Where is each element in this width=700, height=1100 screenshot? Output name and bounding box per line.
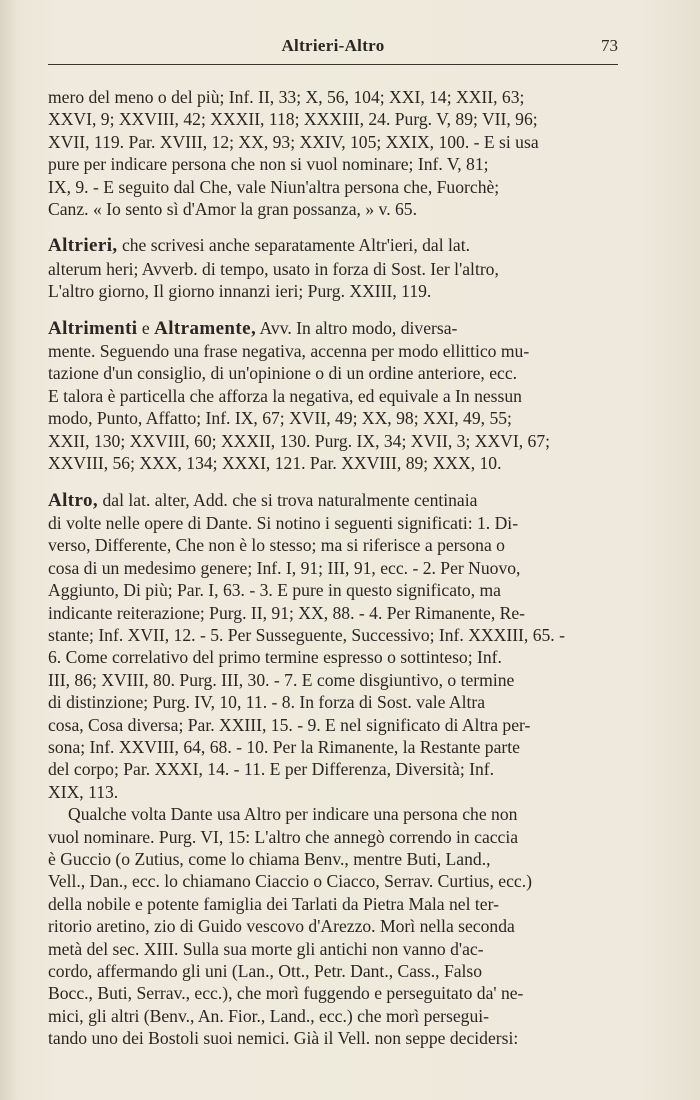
entry-altrieri (48, 234, 618, 302)
entry-qualche (48, 803, 618, 1049)
text-line: della nobile e potente famiglia dei Tarlati da Pietra Mala nel ter- (48, 893, 499, 914)
text-line: indicante reiterazione; Purg. II, 91; XX, 88. - 4. Per Rimanente, Re- (48, 602, 526, 623)
text-line: XXII, 130; XXVIII, 60; XXXII, 130. Purg. IX, 34; XVII, 3; XXVI, 67; (48, 430, 551, 451)
text-line: metà del sec. XIII. Sulla sua morte gli antichi non vanno d'ac- (48, 938, 484, 959)
text-line: Aggiunto, Di più; Par. I, 63. - 3. E pure in questo significato, ma (48, 580, 501, 601)
text-line: Canz. « Io sento sì d'Amor la gran possanza, » v. 65. (48, 199, 417, 220)
text-line: del corpo; Par. XXXI, 14. - 11. E per Differenza, Diversità; Inf. (48, 759, 495, 780)
header-rule (48, 64, 618, 65)
text-line: alterum heri; Avverb. di tempo, usato in forza di Sost. Ier l'altro, (48, 258, 499, 279)
page-number: 73 (601, 36, 618, 55)
headword: Altrimenti (48, 317, 138, 339)
text-line: mici, gli altri (Benv., An. Fior., Land., ecc.) che morì persegui- (48, 1005, 490, 1026)
text-line: è Guccio (o Zutius, come lo chiama Benv., mentre Buti, Land., (48, 849, 491, 869)
text-line: Avv. In altro modo, diversa- (256, 317, 458, 338)
text-line: di distinzione; Purg. IV, 10, 11. - 8. In forza di Sost. vale Altra (48, 692, 486, 713)
text-line: verso, Differente, Che non è lo stesso; ma si riferisce a persona o (48, 535, 505, 556)
headword-secondary: Altramente, (154, 317, 257, 339)
text-line: cosa di un medesimo genere; Inf. I, 91; III, 91, ecc. - 2. Per Nuovo, (48, 557, 521, 578)
text-line: mente. Seguendo una frase negativa, accenna per modo ellittico mu- (48, 341, 530, 362)
headword-connector: e (137, 317, 155, 338)
text-line: tando uno dei Bostoli suoi nemici. Già il Vell. non seppe decidersi: (48, 1028, 519, 1049)
text-line: cosa, Cosa diversa; Par. XXIII, 15. - 9. E nel significato di Altra per- (48, 714, 531, 735)
text-line: stante; Inf. XVII, 12. - 5. Per Susseguente, Successivo; Inf. XXXIII, 65. - (48, 624, 565, 645)
text-line: modo, Punto, Affatto; Inf. IX, 67; XVII, 49; XX, 98; XXI, 49, 55; (48, 408, 512, 429)
text-line: III, 86; XVIII, 80. Purg. III, 30. - 7. E come disgiuntivo, o termine (48, 669, 515, 690)
text-line: L'altro giorno, Il giorno innanzi ieri; Purg. XXIII, 119. (48, 281, 432, 302)
text-line: mero del meno o del più; Inf. II, 33; X, 56, 104; XXI, 14; XXII, 63; (48, 87, 525, 107)
headword: Altrieri, (48, 235, 118, 257)
text-line: vuol nominare. Purg. VI, 15: L'altro che annegò correndo in caccia (48, 826, 519, 847)
text-line: XIX, 113. (48, 781, 119, 802)
text-line: dal lat. alter, Add. che si trova naturalmente centinaia (98, 489, 478, 510)
text-line: sona; Inf. XXVIII, 64, 68. - 10. Per la Rimanente, la Restante parte (48, 736, 520, 757)
entry-altrimenti (48, 317, 618, 475)
text-line: 6. Come correlativo del primo termine espresso o sottinteso; Inf. (48, 647, 502, 668)
page-body (48, 86, 618, 1050)
text-line: di volte nelle opere di Dante. Si notino i seguenti significati: 1. Di- (48, 512, 519, 533)
text-line: E talora è particella che afforza la negativa, ed equivale a In nessun (48, 385, 522, 406)
header-title: Altrieri-Altro (281, 36, 385, 55)
entry-altro (48, 489, 618, 804)
text-line: XXVI, 9; XXVIII, 42; XXXII, 118; XXXIII, 24. Purg. V, 89; VII, 96; (48, 109, 538, 130)
entry-continuation (48, 86, 618, 220)
text-line: cordo, affermando gli uni (Lan., Ott., Petr. Dant., Cass., Falso (48, 961, 483, 982)
running-header (48, 36, 618, 58)
text-line: Bocc., Buti, Serrav., ecc.), che morì fuggendo e perseguitato da' ne- (48, 983, 524, 1004)
text-line: IX, 9. - E seguito dal Che, vale Niun'altra persona che, Fuorchè; (48, 176, 500, 197)
text-line: ritorio aretino, zio di Guido vescovo d'Arezzo. Morì nella seconda (48, 916, 515, 937)
text-line: Vell., Dan., ecc. lo chiamano Ciaccio o Ciacco, Serrav. Curtius, ecc.) (48, 871, 532, 892)
text-line: tazione d'un consiglio, di un'opinione o di un ordine anteriore, ecc. (48, 363, 518, 384)
text-line: XXVIII, 56; XXX, 134; XXXI, 121. Par. XXVIII, 89; XXX, 10. (48, 453, 502, 474)
text-line: che scrivesi anche separatamente Altr'ieri, dal lat. (117, 235, 470, 256)
text-line: pure per indicare persona che non si vuol nominare; Inf. V, 81; (48, 154, 489, 175)
text-line: XVII, 119. Par. XVIII, 12; XX, 93; XXIV, 105; XXIX, 100. - E si usa (48, 131, 539, 152)
text-line: Qualche volta Dante usa Altro per indicare una persona che non (68, 804, 518, 825)
headword: Altro, (48, 489, 99, 511)
